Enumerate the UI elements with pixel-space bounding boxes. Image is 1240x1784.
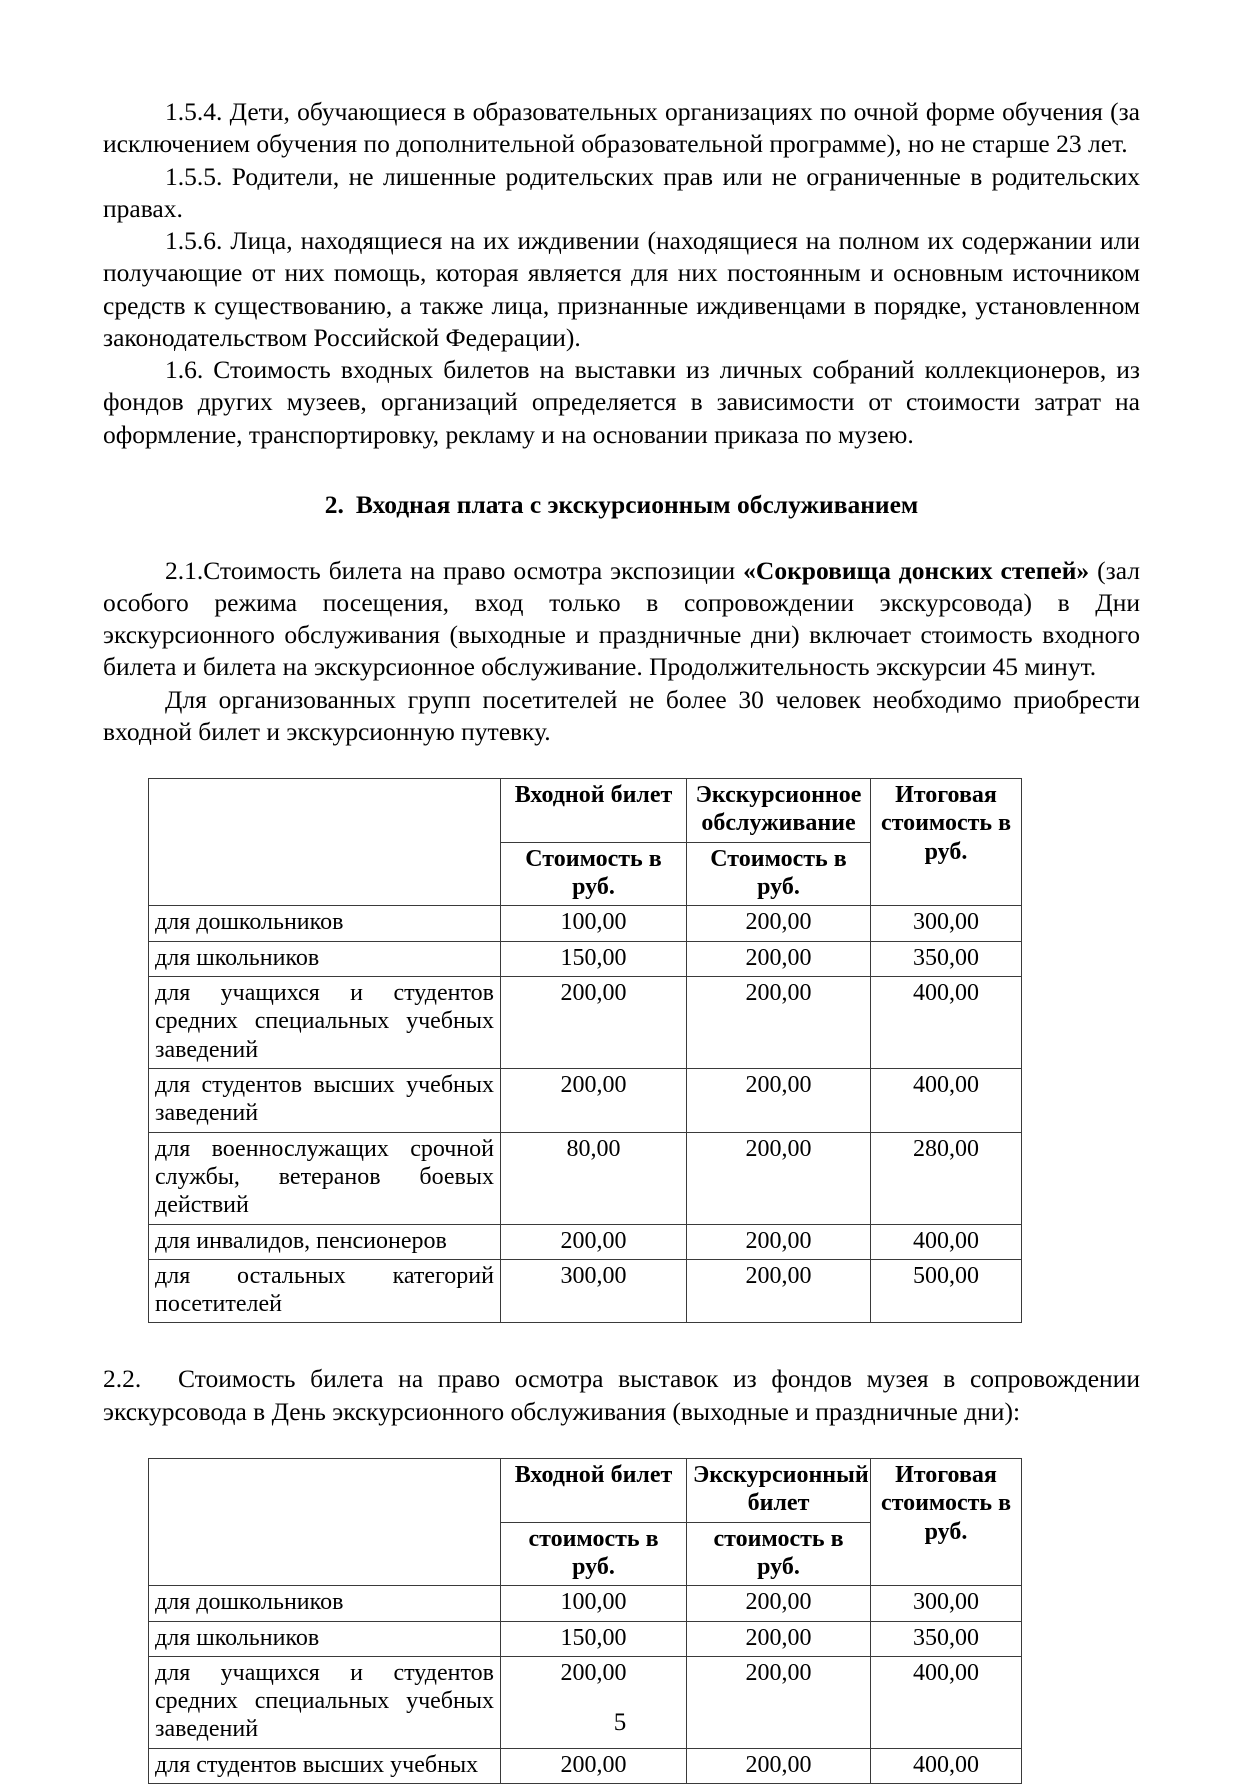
table1-row6-entry: 300,00 [501,1259,687,1323]
table-row [149,1259,1022,1323]
table1-row1-excursion: 200,00 [687,941,871,976]
table1-row4-category: для военнослужащих срочной службы, ветеранов боевых действий [149,1132,501,1224]
table1-subheader-excursion-price: Стоимость в руб. [687,842,871,906]
table2-row2-category: для учащихся и студентов средних специальных учебных заведений [149,1656,501,1748]
table2-subheader-excursion-price: стоимость в руб. [687,1522,871,1586]
table1-row4-excursion: 200,00 [687,1132,871,1224]
table2-row3-excursion: 200,00 [687,1748,871,1783]
table2-row3-entry: 200,00 [501,1748,687,1783]
paragraph-1-6: 1.6. Стоимость входных билетов на выставки из личных собраний коллекционеров, из фондов других музеев, организаций определяется в зависимости от стоимости затрат на оформление, транспортировку, рекламу и на основании приказа по музею. [103,355,1140,449]
table1-row0-entry: 100,00 [501,906,687,941]
paragraph-2-1 [103,555,1140,684]
table-row [149,1068,1022,1132]
table1-row3-entry: 200,00 [501,1068,687,1132]
table2-row0-total: 300,00 [871,1586,1022,1621]
exposition-name: «Сокровища донских степей» [743,555,1090,585]
table1-header-excursion-service: Экскурсионное обслуживание [687,779,871,843]
table1-header-entry-ticket: Входной билет [501,779,687,843]
table-header-row-1 [149,1458,1022,1522]
paragraph-groups: Для организованных групп посетителей не более 30 человек необходимо приобрести входной билет и экскурсионную путевку. [103,684,1140,746]
table1-row1-category: для школьников [149,941,501,976]
table2-row1-excursion: 200,00 [687,1621,871,1656]
table1-row2-total: 400,00 [871,977,1022,1069]
paragraph-1-5-6: 1.5.6. Лица, находящиеся на их иждивении (находящиеся на полном их содержании или получающие от них помощь, которая является для них постоянным и основным источником средств к существованию, а также лица, признанные иждивенцами в порядке, установленном законодательством Российской Федерации). [103,226,1140,352]
table2-row1-total: 350,00 [871,1621,1022,1656]
paragraph-1-5-4: 1.5.4. Дети, обучающиеся в образовательных организациях по очной форме обучения (за исключением обучения по дополнительной образовательной программе), но не старше 23 лет. [103,97,1140,159]
paragraph-2-1-before: 2.1.Стоимость билета на право осмотра экспозиции [165,555,744,585]
table1-row0-total: 300,00 [871,906,1022,941]
table1-row6-excursion: 200,00 [687,1259,871,1323]
table2-row3-total: 400,00 [871,1748,1022,1783]
table1-row4-entry: 80,00 [501,1132,687,1224]
table2-row1-entry: 150,00 [501,1621,687,1656]
table2-row3-category: для студентов высших учебных [149,1748,501,1783]
table-row [149,1748,1022,1783]
table-header-row-1 [149,779,1022,843]
table1-row3-category: для студентов высших учебных заведений [149,1068,501,1132]
table2-subheader-entry-price: стоимость в руб. [501,1522,687,1586]
paragraph-2-2-text: Стоимость билета на право осмотра выставок из фондов музея в сопровождении экскурсовода в День экскурсионного обслуживания (выходные и праздничные дни): [103,1364,1140,1426]
table1-corner-cell [149,779,501,906]
paragraph-2-2 [103,1363,1140,1428]
paragraph-2-2-label: 2.2. [103,1364,142,1394]
table2-row1-category: для школьников [149,1621,501,1656]
table2-row0-excursion: 200,00 [687,1586,871,1621]
table-row [149,906,1022,941]
table1-row1-entry: 150,00 [501,941,687,976]
section-title: Входная плата с экскурсионным обслуживанием [355,489,919,519]
table1-row2-excursion: 200,00 [687,977,871,1069]
table1-row6-category: для остальных категорий посетителей [149,1259,501,1323]
table1-row5-category: для инвалидов, пенсионеров [149,1224,501,1259]
table1-row5-excursion: 200,00 [687,1224,871,1259]
section-number: 2. [324,489,344,519]
page-number: 5 [613,1709,627,1736]
table1-row4-total: 280,00 [871,1132,1022,1224]
table1-header-total-cost: Итоговая стоимость в руб. [871,779,1022,906]
table1-row1-total: 350,00 [871,941,1022,976]
table-row [149,1224,1022,1259]
section-heading-2 [103,489,1140,521]
price-table-excursion-exposition [148,778,1022,1323]
table-row [149,1586,1022,1621]
paragraph-2-1-after: (зал особого режима посещения, вход только в сопровождении экскурсовода) в Дни экскурсионного обслуживания (выходные и праздничные дни) включает стоимость входного билета и билета на экскурсионное обслуживание. Продолжительность экскурсии 45 минут. [103,555,1140,682]
table2-header-entry-ticket: Входной билет [501,1458,687,1522]
table2-row2-total: 400,00 [871,1656,1022,1748]
table-row [149,1621,1022,1656]
table1-row0-excursion: 200,00 [687,906,871,941]
table1-row3-excursion: 200,00 [687,1068,871,1132]
table-row [149,1132,1022,1224]
table2-header-excursion-ticket: Экскурсионный билет [687,1458,871,1522]
table-row [149,941,1022,976]
table1-row2-entry: 200,00 [501,977,687,1069]
table2-row0-category: для дошкольников [149,1586,501,1621]
paragraph-1-5-5: 1.5.5. Родители, не лишенные родительских прав или не ограниченные в родительских правах. [103,161,1140,223]
table1-subheader-entry-price: Стоимость в руб. [501,842,687,906]
table2-corner-cell [149,1458,501,1585]
table1-row3-total: 400,00 [871,1068,1022,1132]
table2-row2-entry: 200,00 [501,1656,687,1748]
table1-row0-category: для дошкольников [149,906,501,941]
table1-row5-total: 400,00 [871,1224,1022,1259]
table1-row6-total: 500,00 [871,1259,1022,1323]
table2-row2-excursion: 200,00 [687,1656,871,1748]
table1-row2-category: для учащихся и студентов средних специальных учебных заведений [149,977,501,1069]
table-row [149,977,1022,1069]
table1-row5-entry: 200,00 [501,1224,687,1259]
table2-header-total-cost: Итоговая стоимость в руб. [871,1458,1022,1585]
table2-row0-entry: 100,00 [501,1586,687,1621]
